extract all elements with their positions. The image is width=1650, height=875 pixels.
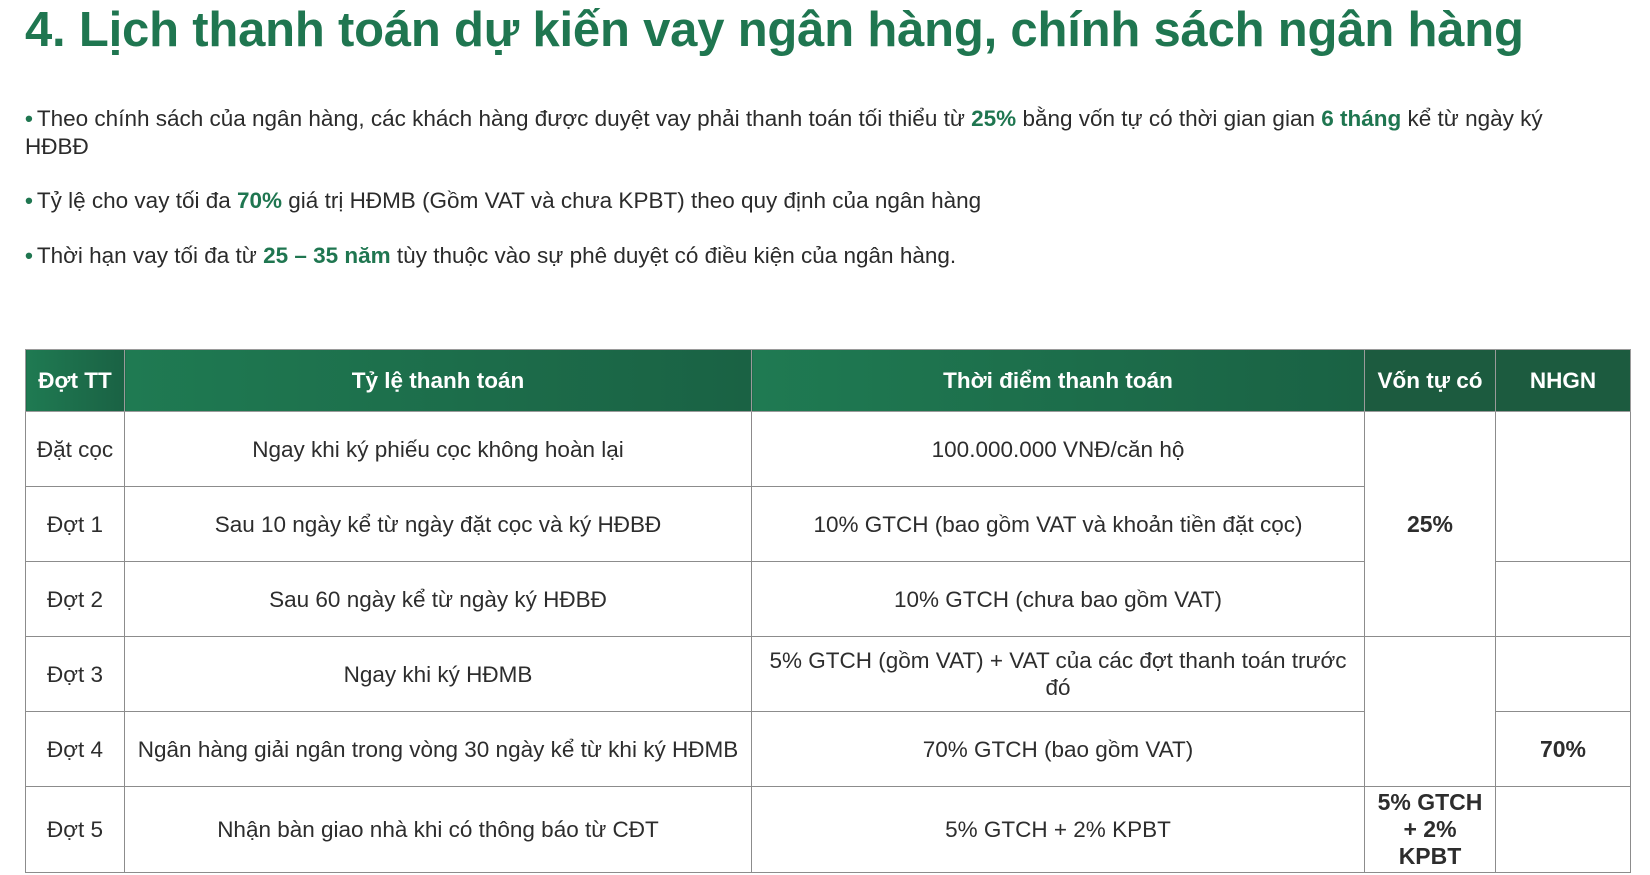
cell-thoi-diem: 70% GTCH (bao gồm VAT) xyxy=(752,712,1365,787)
header-dot-tt: Đợt TT xyxy=(26,350,125,412)
cell-nhgn-empty xyxy=(1496,787,1631,873)
header-ty-le: Tỷ lệ thanh toán xyxy=(125,350,752,412)
table-header-row xyxy=(26,350,1631,412)
cell-thoi-diem: 5% GTCH + 2% KPBT xyxy=(752,787,1365,873)
cell-von-tu-co-group: 25% xyxy=(1365,412,1496,637)
bullet-text: giá trị HĐMB (Gồm VAT và chưa KPBT) theo quy định của ngân hàng xyxy=(282,188,982,213)
bullet-highlight: 6 tháng xyxy=(1321,106,1402,131)
cell-ty-le: Ngay khi ký HĐMB xyxy=(125,637,752,712)
cell-nhgn-empty xyxy=(1496,412,1631,562)
bullet-loan-ratio xyxy=(25,187,1595,215)
cell-dot: Đợt 1 xyxy=(26,487,125,562)
bullet-text: Thời hạn vay tối đa từ xyxy=(36,243,264,268)
cell-nhgn-empty xyxy=(1496,637,1631,712)
cell-thoi-diem: 10% GTCH (bao gồm VAT và khoản tiền đặt cọc) xyxy=(752,487,1365,562)
table-row xyxy=(26,412,1631,487)
bullet-text: tùy thuộc vào sự phê duyệt có điều kiện của ngân hàng. xyxy=(390,243,957,268)
cell-thoi-diem: 10% GTCH (chưa bao gồm VAT) xyxy=(752,562,1365,637)
cell-dot: Đợt 2 xyxy=(26,562,125,637)
bullet-text: kể từ ngày ký HĐBĐ xyxy=(25,106,1543,159)
cell-nhgn-70: 70% xyxy=(1496,712,1631,787)
table-row xyxy=(26,787,1631,873)
bullet-loan-term xyxy=(25,242,1595,270)
cell-von-tu-co-dot5: 5% GTCH + 2% KPBT xyxy=(1365,787,1496,873)
bullet-dot: • xyxy=(25,188,33,213)
cell-ty-le: Sau 60 ngày kể từ ngày ký HĐBĐ xyxy=(125,562,752,637)
cell-ty-le: Ngân hàng giải ngân trong vòng 30 ngày kể từ khi ký HĐMB xyxy=(125,712,752,787)
table-row xyxy=(26,637,1631,712)
cell-dot: Đặt cọc xyxy=(26,412,125,487)
cell-von-tu-co-empty xyxy=(1365,637,1496,787)
cell-thoi-diem: 100.000.000 VNĐ/căn hộ xyxy=(752,412,1365,487)
payment-schedule-table xyxy=(25,349,1631,873)
bullet-dot: • xyxy=(25,106,33,131)
header-thoi-diem: Thời điểm thanh toán xyxy=(752,350,1365,412)
bullet-text: Theo chính sách của ngân hàng, các khách hàng được duyệt vay phải thanh toán tối thiểu từ xyxy=(36,106,972,131)
header-nhgn: NHGN xyxy=(1496,350,1631,412)
cell-ty-le: Nhận bàn giao nhà khi có thông báo từ CĐT xyxy=(125,787,752,873)
bullet-text: bằng vốn tự có thời gian gian xyxy=(1016,106,1322,131)
cell-ty-le: Ngay khi ký phiếu cọc không hoàn lại xyxy=(125,412,752,487)
bullet-highlight: 25% xyxy=(971,106,1017,131)
bullet-dot: • xyxy=(25,243,33,268)
page-title: 4. Lịch thanh toán dự kiến vay ngân hàng, chính sách ngân hàng xyxy=(25,3,1524,57)
cell-ty-le: Sau 10 ngày kể từ ngày đặt cọc và ký HĐBĐ xyxy=(125,487,752,562)
cell-dot: Đợt 5 xyxy=(26,787,125,873)
bullet-highlight: 70% xyxy=(237,188,283,213)
bullet-highlight: 25 – 35 năm xyxy=(263,243,391,268)
cell-nhgn-empty xyxy=(1496,562,1631,637)
header-von-tu-co: Vốn tự có xyxy=(1365,350,1496,412)
cell-dot: Đợt 3 xyxy=(26,637,125,712)
cell-dot: Đợt 4 xyxy=(26,712,125,787)
bullet-min-payment xyxy=(25,105,1595,161)
bullet-text: Tỷ lệ cho vay tối đa xyxy=(36,188,237,213)
cell-thoi-diem: 5% GTCH (gồm VAT) + VAT của các đợt thanh toán trước đó xyxy=(752,637,1365,712)
